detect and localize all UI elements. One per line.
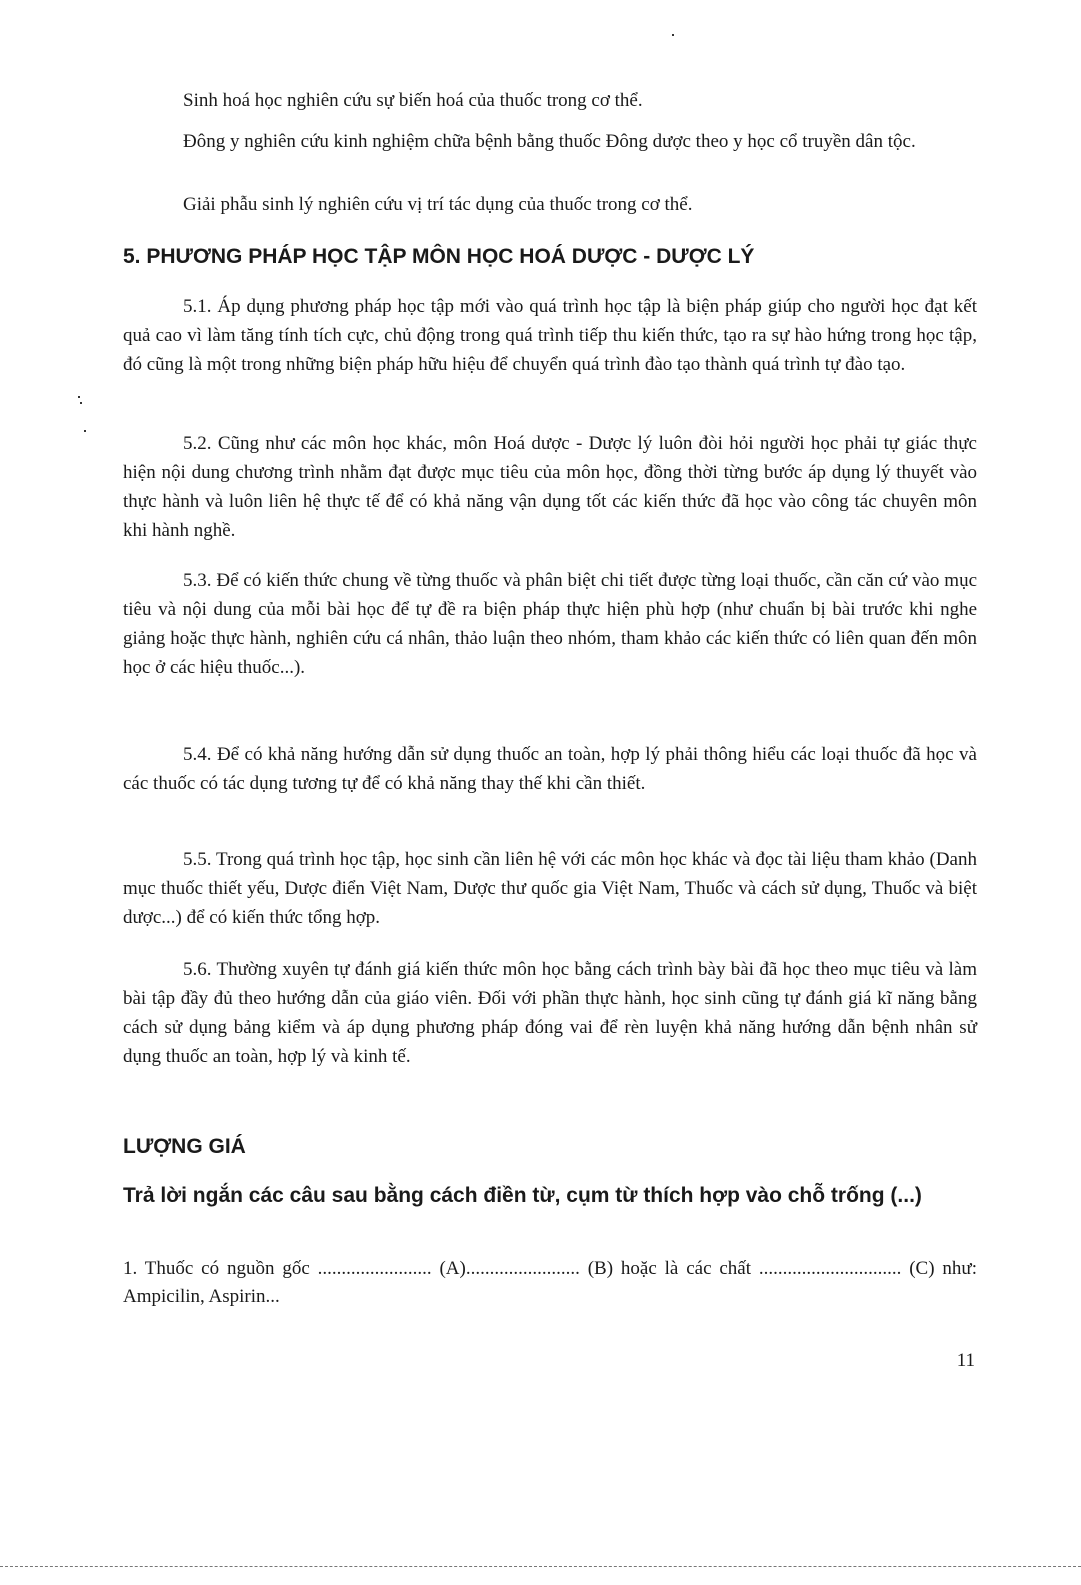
scan-speck (78, 396, 80, 398)
page-number: 11 (956, 1350, 975, 1371)
item-5-2: 5.2. Cũng như các môn học khác, môn Hoá dược - Dược lý luôn đòi hỏi người học phải tự giác thực hiện nội dung chương trình nhằm đạt được mục tiêu của môn học, đồng thời từng bước áp dụng lý thuyết vào thực hành và luôn liên hệ thực tế để có khả năng vận dụng tốt các kiến thức đã học vào công tác chuyên môn khi hành nghề. (123, 433, 977, 541)
paragraph-biochemistry: Sinh hoá học nghiên cứu sự biến hoá của thuốc trong cơ thể. (183, 90, 643, 111)
assessment-subheading: Trả lời ngắn các câu sau bằng cách điền từ, cụm từ thích hợp vào chỗ trống (...) (123, 1184, 922, 1207)
scan-speck (80, 402, 82, 404)
item-5-1: 5.1. Áp dụng phương pháp học tập mới vào quá trình học tập là biện pháp giúp cho người học đạt kết quả cao vì làm tăng tính tích cực, chủ động trong quá trình tiếp thu kiến thức, tạo ra sự hào hứng trong học tập, đó cũng là một trong những biện pháp hữu hiệu để chuyển quá trình đào tạo thành quá trình tự đào tạo. (123, 296, 977, 375)
paragraph-oriental-medicine: Đông y nghiên cứu kinh nghiệm chữa bệnh bằng thuốc Đông dược theo y học cổ truyền dân tộc. (183, 131, 916, 152)
item-5-4: 5.4. Để có khả năng hướng dẫn sử dụng thuốc an toàn, hợp lý phải thông hiểu các loại thuốc đã học và các thuốc có tác dụng tương tự để có khả năng thay thế khi cần thiết. (123, 744, 977, 794)
item-5-5: 5.5. Trong quá trình học tập, học sinh cần liên hệ với các môn học khác và đọc tài liệu tham khảo (Danh mục thuốc thiết yếu, Dược điển Việt Nam, Dược thư quốc gia Việt Nam, Thuốc và cách sử dụng, Thuốc và biệt dược...) để có kiến thức tổng hợp. (123, 849, 977, 928)
item-5-6: 5.6. Thường xuyên tự đánh giá kiến thức môn học bằng cách trình bày bài đã học theo mục tiêu và làm bài tập đầy đủ theo hướng dẫn của giáo viên. Đối với phần thực hành, học sinh cũng tự đánh giá kĩ năng bằng cách sử dụng bảng kiểm và áp dụng phương pháp đóng vai để rèn luyện khả năng hướng dẫn bệnh nhân sử dụng thuốc an toàn, hợp lý và kinh tế. (123, 959, 977, 1067)
item-5-3: 5.3. Để có kiến thức chung về từng thuốc và phân biệt chi tiết được từng loại thuốc, cần căn cứ vào mục tiêu và nội dung của mỗi bài học để tự đề ra biện pháp thực hiện phù hợp (như chuẩn bị bài trước khi nghe giảng hoặc thực hành, nghiên cứu cá nhân, thảo luận theo nhóm, tham khảo các kiến thức có liên quan đến môn học ở các hiệu thuốc...). (123, 570, 977, 678)
paragraph-anatomy: Giải phẫu sinh lý nghiên cứu vị trí tác dụng của thuốc trong cơ thể. (183, 194, 693, 215)
question-1: 1. Thuốc có nguồn gốc ........................ (A)........................ (B) hoặc là các chất .............................. (C) như: Ampicilin, Aspirin... (123, 1258, 977, 1307)
scan-speck (84, 430, 86, 432)
assessment-heading: LƯỢNG GIÁ (123, 1135, 246, 1158)
scan-speck (672, 34, 674, 36)
scan-bottom-edge (0, 1566, 1081, 1567)
section-5-heading: 5. PHƯƠNG PHÁP HỌC TẬP MÔN HỌC HOÁ DƯỢC - DƯỢC LÝ (123, 245, 755, 268)
